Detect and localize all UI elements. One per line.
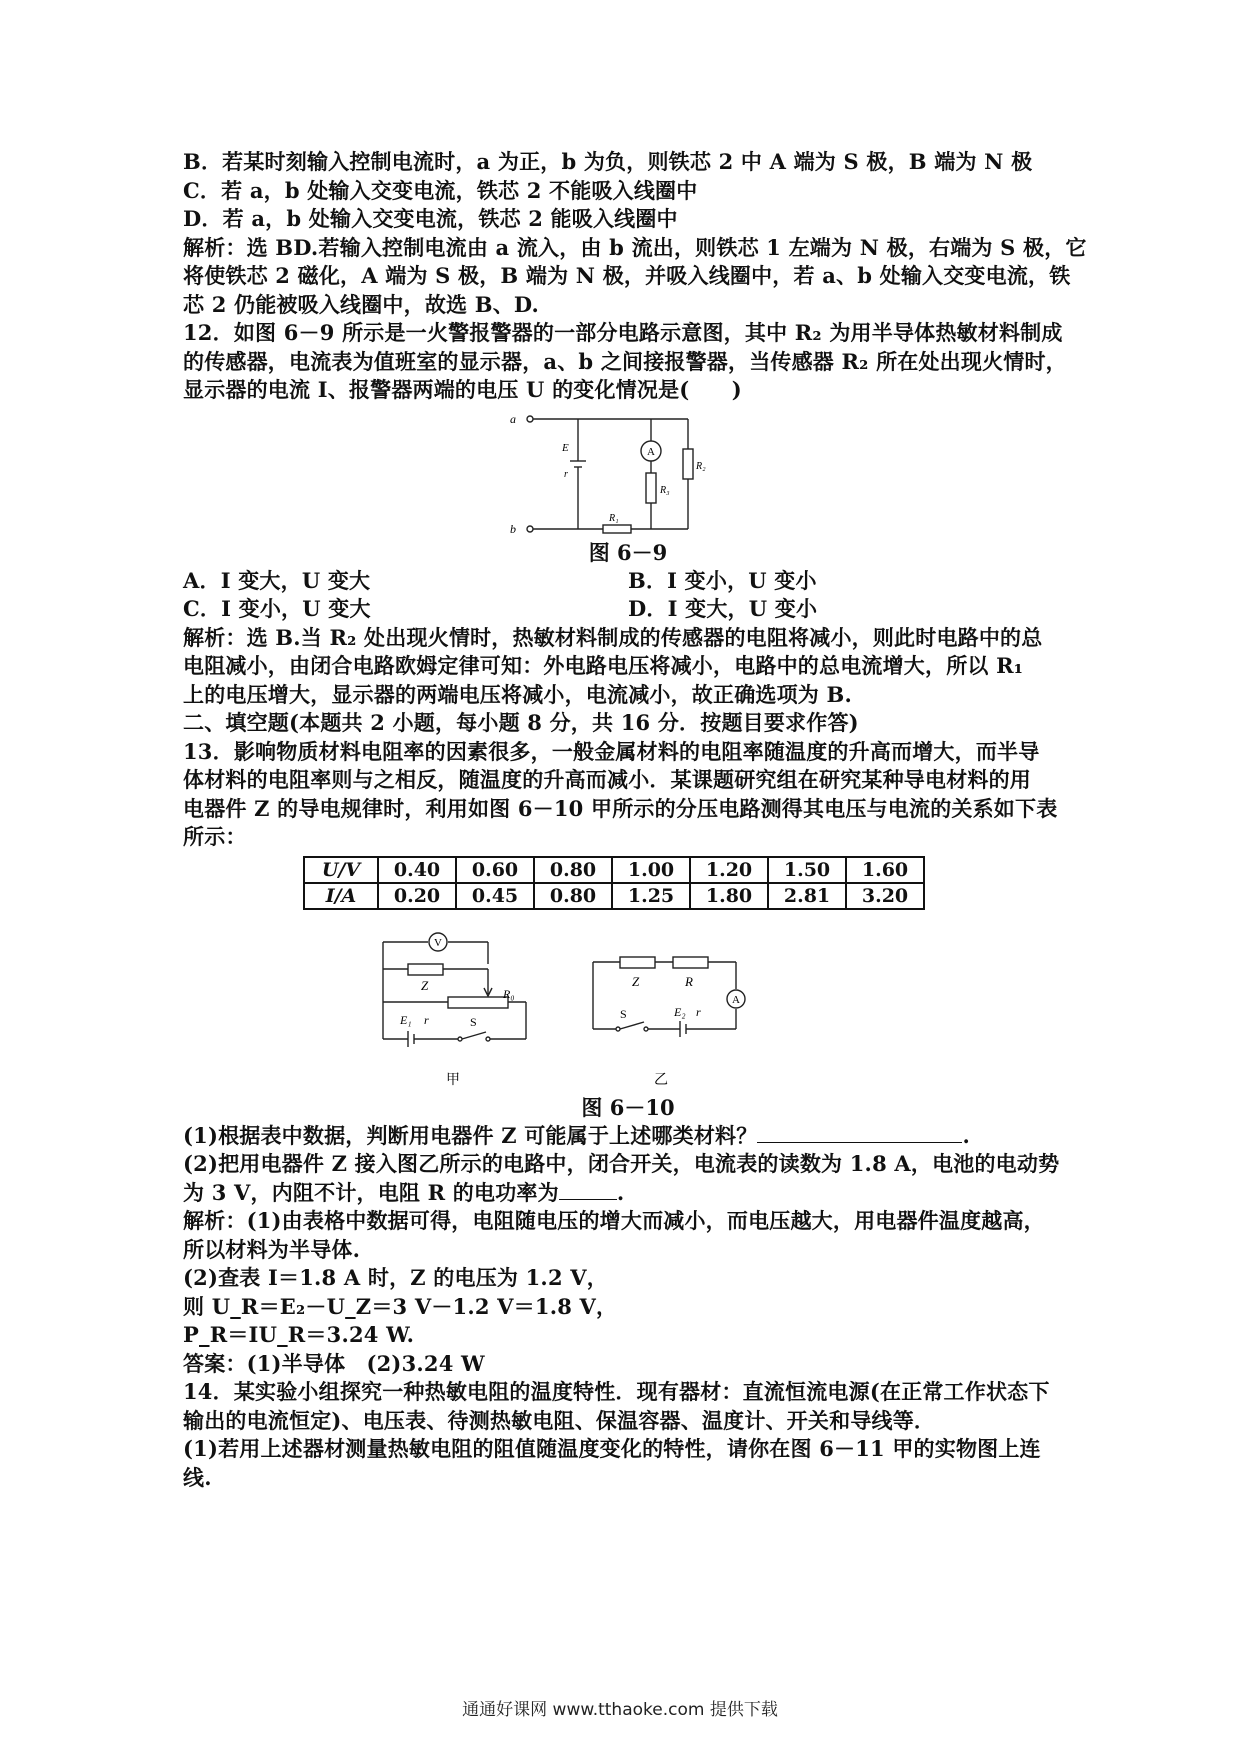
option-d: D．I 变大，U 变小 [628, 596, 818, 621]
text-line: 线. [183, 1464, 212, 1490]
circuit-diagram-6-9 [508, 409, 748, 539]
text-line: 解析：(1)由表格中数据可得，电阻随电压的增大而减小，而电压越大，用电器件温度越高， [183, 1208, 1045, 1233]
option-b: B．I 变小，U 变小 [628, 567, 817, 593]
answer-blank [559, 1181, 617, 1200]
text-line: 解析：选 B.当 R₂ 处出现火情时，热敏材料制成的传感器的电阻将减小，则此时电路中的总 [183, 624, 1043, 650]
label-Z-yi: Z [632, 973, 640, 989]
circuit-diagram-6-10 [348, 924, 908, 1094]
text-line: 体材料的电阻率则与之相反，随温度的升高而减小．某课题研究组在研究某种导电材料的用 [183, 767, 1031, 792]
text-line: 输出的电流恒定)、电压表、待测热敏电阻、保温容器、温度计、开关和导线等． [183, 1407, 936, 1433]
text-line: 电器件 Z 的导电规律时，利用如图 6－10 甲所示的分压电路测得其电压与电流的关系如下表 [183, 795, 1058, 821]
text-line: 所示： [183, 824, 247, 849]
data-table [303, 856, 925, 910]
text-block-bottom [183, 1207, 1073, 1492]
label-Z-jia: Z [421, 977, 429, 993]
label-yi: 乙 [654, 1072, 668, 1088]
text-line: (2)把用电器件 Z 接入图乙所示的电路中，闭合开关，电流表的读数为 1.8 A，电池的电动势 [183, 1151, 1060, 1176]
table-row [304, 857, 924, 883]
label-r-yi: r [696, 1004, 701, 1019]
text-line: 13．影响物质材料电阻率的因素很多，一般金属材料的电阻率随温度的升高而增大，而半导 [183, 738, 1040, 764]
text-line: 解析：选 BD.若输入控制电流由 a 流入，由 b 流出，则铁芯 1 左端为 N 极，右端为 S 极，它 [183, 234, 1087, 260]
text-line: (2)查表 I＝1.8 A 时，Z 的电压为 1.2 V， [183, 1265, 608, 1290]
page-content [183, 148, 1087, 1492]
q12-options-row-1 [183, 567, 1073, 596]
table-cell: 1.00 [612, 857, 690, 883]
table-cell: 1.20 [690, 857, 768, 883]
label-jia: 甲 [446, 1072, 460, 1088]
label-a: a [510, 411, 516, 426]
q13-part1 [183, 1122, 1073, 1151]
label-ammeter: A [647, 445, 655, 458]
label-b: b [510, 521, 516, 536]
label-R1: R₁ [609, 512, 619, 524]
text-line: D．若 a，b 处输入交变电流，铁芯 2 能吸入线圈中 [183, 206, 678, 231]
q12-options-row-2 [183, 595, 1073, 624]
answer-blank [757, 1124, 962, 1143]
label-R3: R₃ [660, 484, 670, 496]
label-R2: R₂ [696, 460, 706, 472]
text-line: 电阻减小，由闭合电路欧姆定律可知：外电路电压将减小，电路中的总电流增大，所以 R₁ [183, 653, 1024, 678]
text-line: 14．某实验小组探究一种热敏电阻的温度特性．现有器材：直流恒流电源(在正常工作状态下 [183, 1379, 1050, 1404]
table-cell: 1.50 [768, 857, 846, 883]
label-S-jia: S [470, 1014, 477, 1029]
table-cell: 3.20 [846, 883, 924, 909]
text-line: 二、填空题(本题共 2 小题，每小题 8 分，共 16 分．按题目要求作答) [183, 710, 859, 735]
text-line: P_R＝IU_R＝3.24 W. [183, 1322, 415, 1347]
table-cell: 1.25 [612, 883, 690, 909]
option-a: A．I 变大，U 变大 [183, 567, 371, 593]
table-cell: 0.45 [456, 883, 534, 909]
figure-caption: 图 6－9 [588, 539, 668, 565]
text-line: 显示器的电流 I、报警器两端的电压 U 的变化情况是( ) [183, 377, 742, 402]
text-block-mid [183, 624, 1073, 852]
table-cell: 0.20 [378, 883, 456, 909]
text-line: 所以材料为半导体. [183, 1236, 361, 1262]
table-cell: 0.60 [456, 857, 534, 883]
table-cell: 0.40 [378, 857, 456, 883]
text-fragment: 为 3 V，内阻不计，电阻 R 的电功率为 [183, 1179, 559, 1205]
figure-caption: 图 6－10 [581, 1094, 675, 1120]
text-fragment: (1)根据表中数据，判断用电器件 Z 可能属于上述哪类材料？ [183, 1122, 758, 1148]
table-row [304, 883, 924, 909]
label-E: E [562, 441, 569, 454]
q13-part2 [183, 1179, 1073, 1208]
text-line: 将使铁芯 2 磁化，A 端为 S 极，B 端为 N 极，并吸入线圈中，若 a、b 处输入交变电流，铁 [183, 263, 1071, 288]
table-cell: 2.81 [768, 883, 846, 909]
label-r: r [564, 468, 568, 480]
table-cell: 0.80 [534, 883, 612, 909]
text-block-top [183, 148, 1087, 405]
label-R0: R₀ [503, 986, 515, 1001]
label-E2: E₂ [674, 1004, 686, 1019]
table-cell: 0.80 [534, 857, 612, 883]
page-footer: 通通好课网 www.tthaoke.com 提供下载 [462, 1700, 778, 1720]
table-cell: 1.80 [690, 883, 768, 909]
text-fragment: . [962, 1122, 970, 1148]
table-header: I/A [304, 883, 378, 909]
text-fragment: . [616, 1179, 625, 1205]
text-line: 上的电压增大，显示器的两端电压将减小，电流减小，故正确选项为 B. [183, 681, 852, 707]
text-line: (1)若用上述器材测量热敏电阻的阻值随温度变化的特性，请你在图 6－11 甲的实物图上连 [183, 1436, 1041, 1461]
option-c: C．I 变小，U 变大 [183, 596, 371, 621]
label-voltmeter: V [434, 936, 442, 949]
label-E1: E₁ [400, 1012, 412, 1027]
text-line: 的传感器，电流表为值班室的显示器，a、b 之间接报警器，当传感器 R₂ 所在处出现火情时， [183, 348, 1067, 374]
figure-6-10 [348, 924, 908, 1094]
label-R: R [685, 973, 693, 989]
text-line: 答案：(1)半导体 (2)3.24 W [183, 1350, 485, 1376]
figure-6-9 [508, 409, 748, 539]
label-r-jia: r [424, 1012, 429, 1027]
label-ammeter-yi: A [732, 993, 740, 1006]
text-line: 则 U_R＝E₂－U_Z＝3 V－1.2 V＝1.8 V， [183, 1293, 618, 1319]
text-line: B．若某时刻输入控制电流时，a 为正，b 为负，则铁芯 2 中 A 端为 S 极，B 端为 N 极 [183, 149, 1033, 174]
text-line: C．若 a，b 处输入交变电流，铁芯 2 不能吸入线圈中 [183, 177, 698, 203]
table-header: U/V [304, 857, 378, 883]
text-line: 芯 2 仍能被吸入线圈中，故选 B、D. [183, 291, 540, 317]
text-line: 12．如图 6－9 所示是一火警报警器的一部分电路示意图，其中 R₂ 为用半导体热敏材料制成 [183, 320, 1063, 345]
table-cell: 1.60 [846, 857, 924, 883]
label-S-yi: S [620, 1006, 627, 1021]
